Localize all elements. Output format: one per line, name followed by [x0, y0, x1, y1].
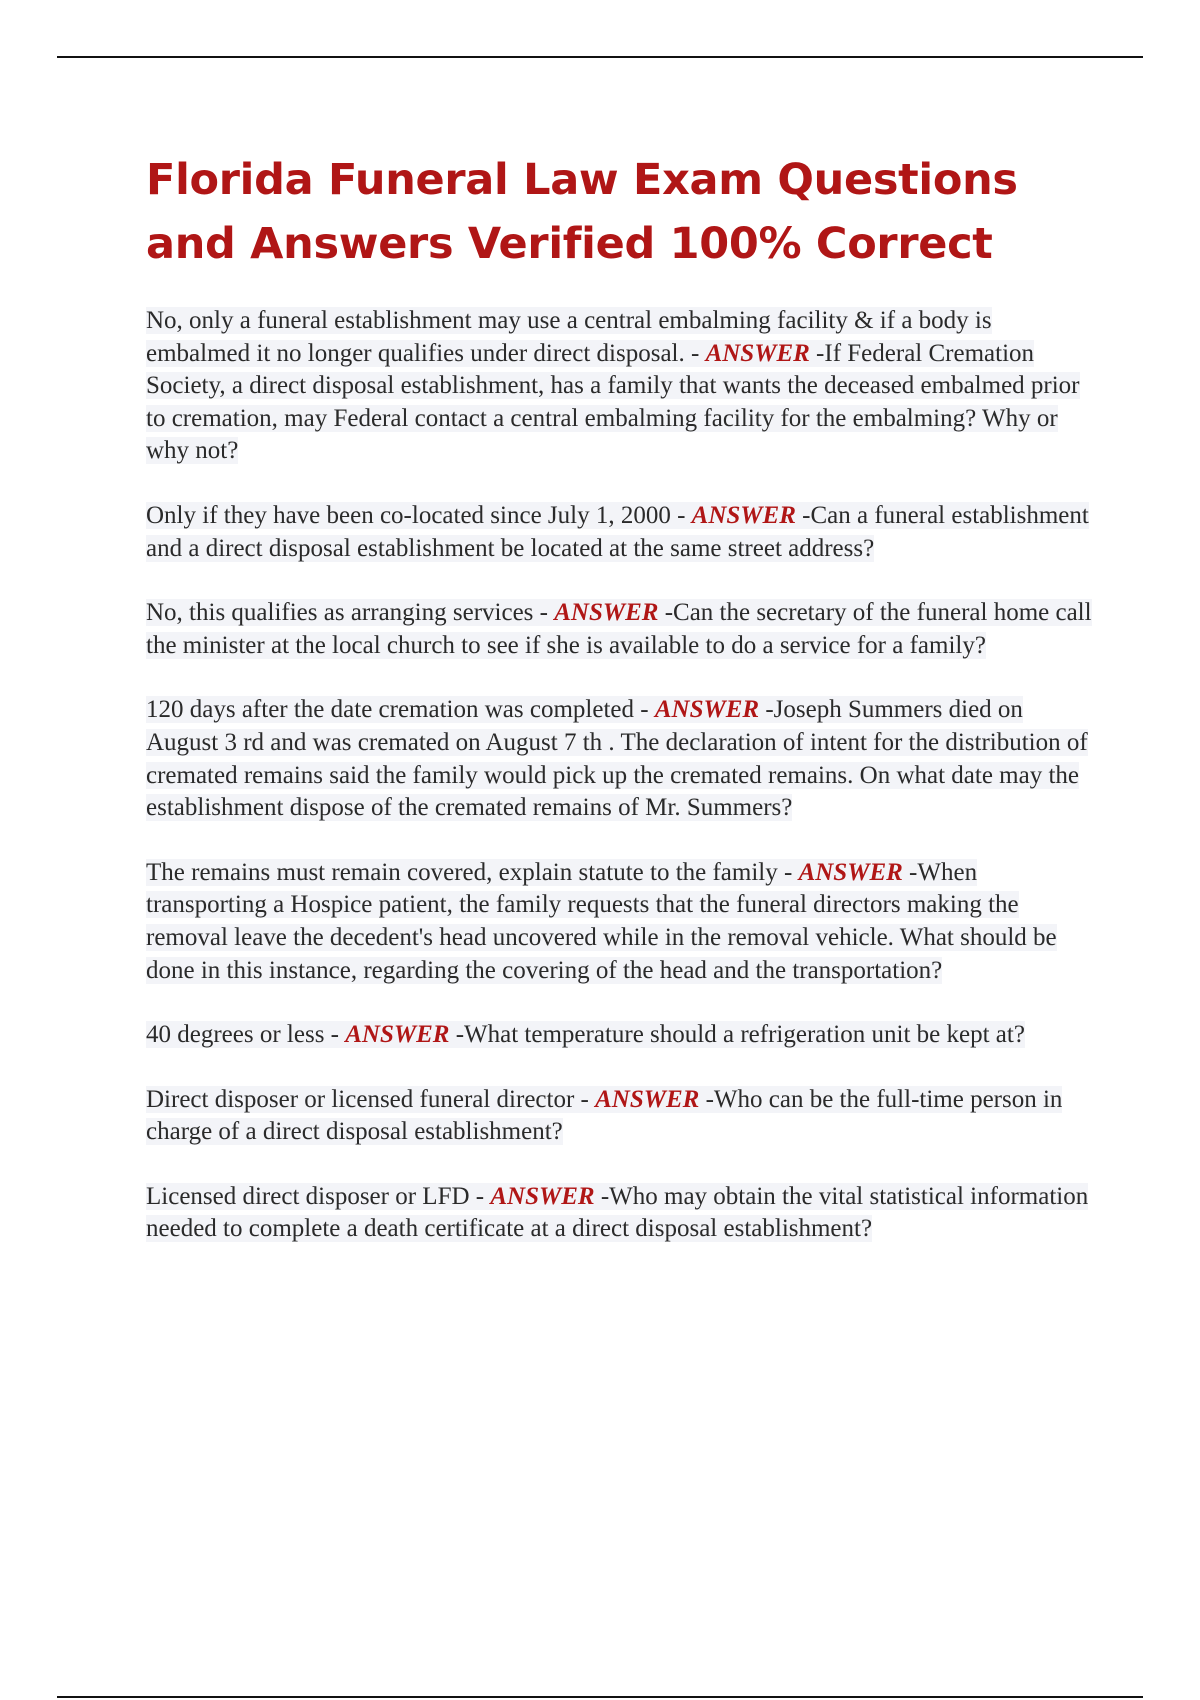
question-text: -Who can be the full-time person in charge of a direct disposal establishment? — [146, 1085, 1063, 1146]
qa-item: Direct disposer or licensed funeral director - ANSWER -Who can be the full-time person in charge of a direct disposal establishment? — [146, 1085, 1063, 1146]
question-text: -If Federal Cremation Society, a direct disposal establishment, has a family that wants the deceased embalmed prior to cremation, may Federal contact a central embalming facility for the embalming? Why or why not? — [146, 339, 1080, 465]
answer-keyword: ANSWER — [554, 599, 659, 627]
qa-item: Only if they have been co-located since July 1, 2000 - ANSWER -Can a funeral establishment and a direct disposal establishment be located at the same street address? — [146, 501, 1089, 562]
answer-keyword: ANSWER — [595, 1085, 700, 1113]
question-text: -Who may obtain the vital statistical information needed to complete a death certificate at a direct disposal establishment? — [146, 1182, 1089, 1243]
qa-item: No, only a funeral establishment may use a central embalming facility & if a body is embalmed it no longer qualifies under direct disposal. - ANSWER -If Federal Cremation Society, a direct disposal establishment, has a family that wants the deceased embalmed prior to cremation, may Federal contact a central embalming facility for the embalming? Why or why not? — [146, 307, 1080, 465]
answer-text: Direct disposer or licensed funeral director — [146, 1085, 575, 1113]
answer-text: 120 days after the date cremation was completed — [146, 696, 635, 724]
answer-text: The remains must remain covered, explain statute to the family — [146, 858, 778, 886]
answer-keyword: ANSWER — [490, 1182, 595, 1210]
bottom-rule — [57, 1696, 1143, 1698]
document-title: Florida Funeral Law Exam Questions and Answers Verified 100% Correct — [146, 155, 1018, 269]
question-text: -When transporting a Hospice patient, the family requests that the funeral directors making the removal leave the decedent's head uncovered while in the removal vehicle. What should be done in this instance, regarding the covering of the head and the transportation? — [146, 858, 1057, 984]
answer-text: No, only a funeral establishment may use a central embalming facility & if a body is embalmed it no longer qualifies under direct disposal. — [146, 307, 992, 367]
qa-item: No, this qualifies as arranging services - ANSWER -Can the secretary of the funeral home call the minister at the local church to see if she is available to do a service for a family? — [146, 599, 1092, 659]
question-text: -Can a funeral establishment and a direct disposal establishment be located at the same street address? — [146, 501, 1089, 562]
qa-item: The remains must remain covered, explain statute to the family - ANSWER -When transporting a Hospice patient, the family requests that the funeral directors making the removal leave the decedent's head uncovered while in the removal vehicle. What should be done in this instance, regarding the covering of the head and the transportation? — [146, 858, 1057, 984]
answer-text: Licensed direct disposer or LFD — [146, 1182, 470, 1210]
answer-text: No, this qualifies as arranging services — [146, 599, 534, 627]
answer-keyword: ANSWER — [345, 1021, 450, 1049]
answer-keyword: ANSWER — [654, 696, 760, 724]
answer-keyword: ANSWER — [691, 501, 796, 529]
question-text: -Joseph Summers died on August 3 rd and was cremated on August 7 th . The declaration of intent for the distribution of cremated remains said the family would pick up the cremated remains. On what date may the establishment dispose of the cremated remains of Mr. Summers? — [146, 696, 1088, 822]
top-rule — [57, 56, 1143, 58]
qa-item: 40 degrees or less - ANSWER -What temperature should a refrigeration unit be kept at? — [146, 1021, 1025, 1049]
answer-text: 40 degrees or less — [146, 1021, 325, 1049]
answer-keyword: ANSWER — [798, 858, 903, 886]
qa-item: Licensed direct disposer or LFD - ANSWER -Who may obtain the vital statistical information needed to complete a death certificate at a direct disposal establishment? — [146, 1182, 1089, 1243]
question-text: -Can the secretary of the funeral home call the minister at the local church to see if she is available to do a service for a family? — [146, 599, 1092, 659]
qa-list — [146, 305, 1096, 1278]
answer-keyword: ANSWER — [705, 339, 810, 367]
question-text: -What temperature should a refrigeration unit be kept at? — [455, 1021, 1025, 1049]
answer-text: Only if they have been co-located since July 1, 2000 — [146, 501, 671, 529]
qa-item: 120 days after the date cremation was completed - ANSWER -Joseph Summers died on August 3 rd and was cremated on August 7 th . The declaration of intent for the distribution of cremated remains said the family would pick up the cremated remains. On what date may the establishment dispose of the cremated remains of Mr. Summers? — [146, 696, 1088, 822]
